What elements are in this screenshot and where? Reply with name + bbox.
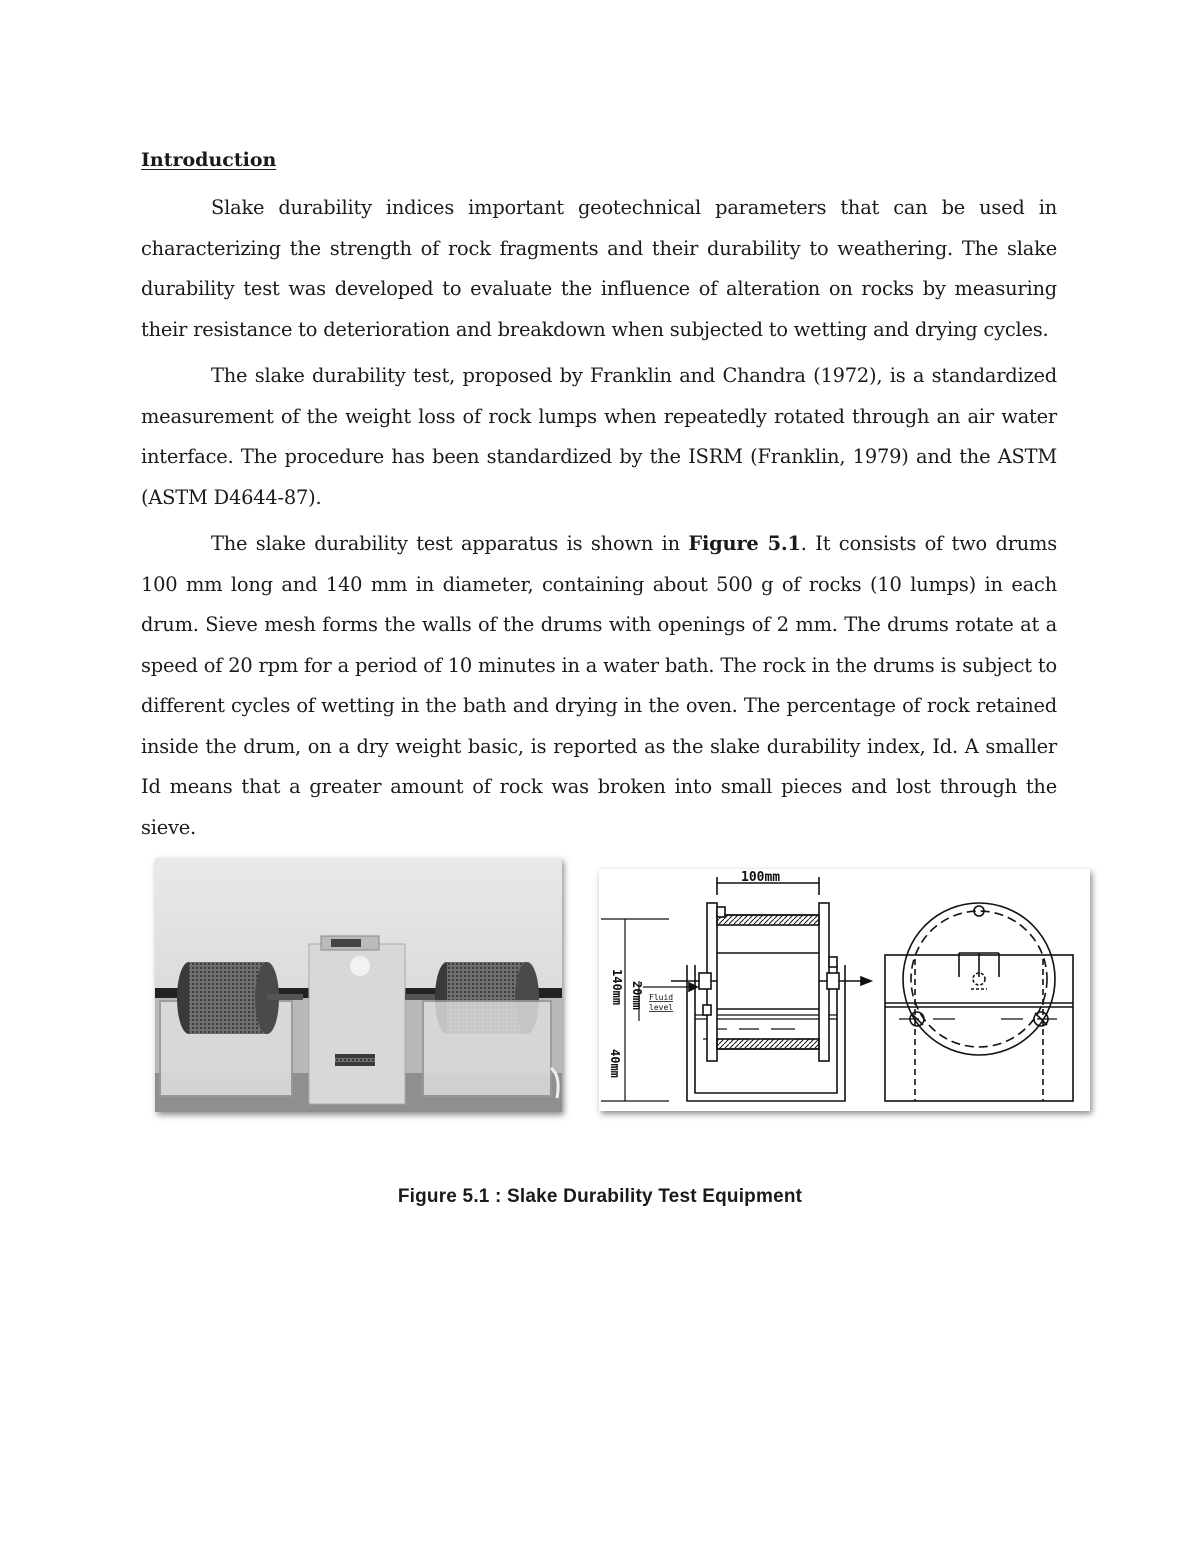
paragraph-standard: The slake durability test, proposed by Franklin and Chandra (1972), is a standardized measurement of the weight loss of rock lumps when repeatedly rotated through an air water interface. The procedure has been standardized by the ISRM (Franklin, 1979) and the ASTM (ASTM D4644-87). [141,364,1057,509]
paragraph-apparatus-rest: . It consists of two drums 100 mm long and 140 mm in diameter, containing about 500 g of rocks (10 lumps) in each drum. Sieve mesh forms the walls of the drums with openings of 2 mm. The drums rotate at a speed of 20 rpm for a period of 10 minutes in a water bath. The rock in the drums is subject to different cycles of wetting in the bath and drying in the oven. The percentage of rock retained inside the drum, on a dry weight basic, is reported as the slake durability index, Id. A smaller Id means that a greater amount of rock was broken into small pieces and lost through the sieve. [141,532,1057,839]
section-heading: Introduction [141,149,277,171]
apparatus-drawing [599,869,1090,1111]
label-fluid: Fluid [649,993,674,1002]
paragraph-apparatus-start: The slake durability test apparatus is shown in [211,532,689,555]
dim-drum-length: 100mm [741,870,781,885]
figure-reference: Figure 5.1 [688,532,801,555]
apparatus-photo [155,858,562,1112]
paragraph-apparatus [141,524,1057,848]
paragraph-intro: Slake durability indices important geotechnical parameters that can be used in characterizing the strength of rock fragments and their durability to weathering. The slake durability test was developed to evaluate the influence of alteration on rocks by measuring their resistance to deterioration and breakdown when subjected to wetting and drying cycles. [141,196,1057,341]
figure-caption: Figure 5.1 : Slake Durability Test Equipment [397,1186,803,1207]
dim-drum-diameter: 140mm [610,969,624,1006]
dim-gap: 20mm [630,981,644,1010]
label-level: level [649,1003,674,1012]
dim-base: 40mm [608,1049,622,1078]
